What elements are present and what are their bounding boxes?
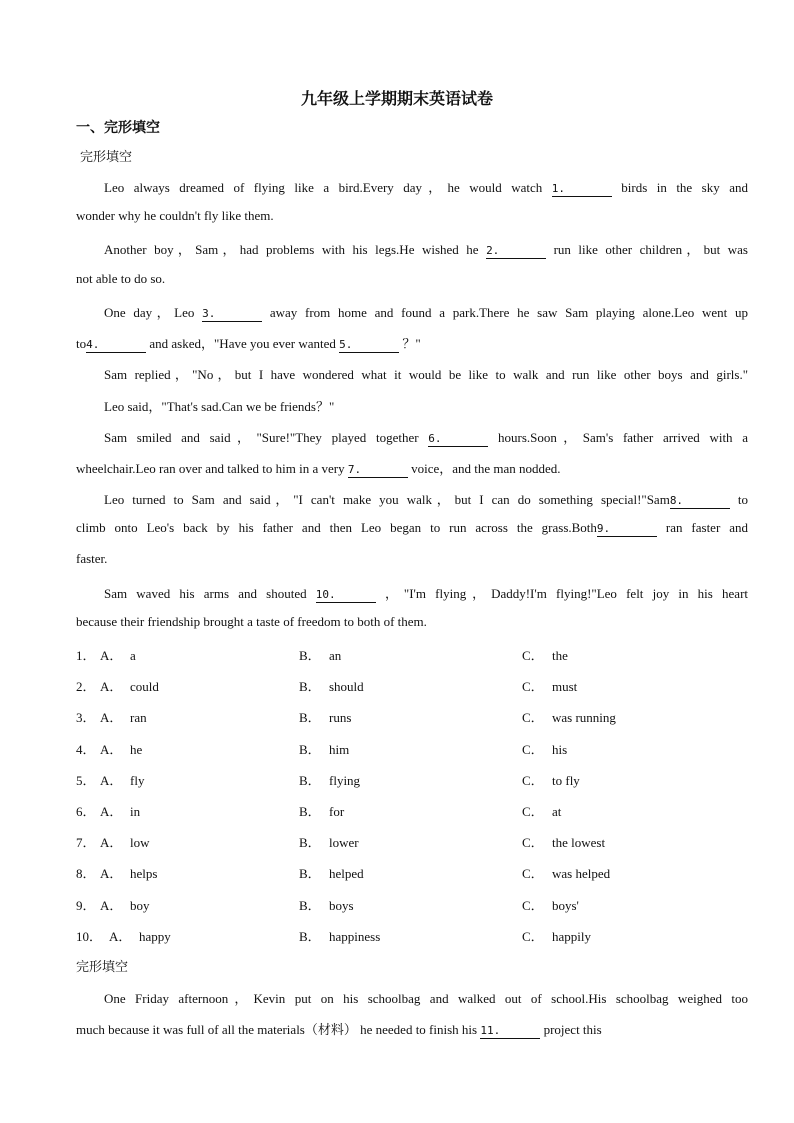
section-heading: 一、完形填空 [76, 120, 160, 136]
option-b[interactable] [299, 645, 341, 664]
blank-6: 6. [428, 432, 488, 447]
option-letter: B． [299, 804, 321, 819]
passage-line [76, 520, 748, 537]
text: voice，and the man nodded. [411, 461, 561, 476]
passage-line: Leo said，"That's sad.Can we be friends？" [104, 399, 335, 414]
option-c[interactable] [522, 926, 591, 945]
option-text: runs [329, 710, 352, 725]
passage-line: Sam replied，"No，but I have wondered what it would be like to walk and run like other boys and girls." [104, 367, 749, 382]
option-text: boy [130, 898, 150, 913]
option-b[interactable] [299, 676, 364, 695]
option-text: an [329, 648, 342, 663]
option-b[interactable] [299, 739, 349, 758]
option-text: for [329, 804, 345, 819]
option-text: must [552, 679, 578, 694]
question-number: 6． [76, 804, 96, 819]
blank-7: 7. [348, 463, 408, 478]
blank-10: 10. [316, 588, 376, 603]
option-a[interactable] [100, 895, 150, 914]
option-letter: C． [522, 898, 544, 913]
option-text: helped [329, 866, 364, 881]
question-number: 8． [76, 866, 96, 881]
option-letter: C． [522, 710, 544, 725]
option-text: in [130, 804, 141, 819]
option-letter: C． [522, 835, 544, 850]
option-text: to fly [552, 773, 580, 788]
blank-5: 5. [339, 338, 399, 353]
option-c[interactable] [522, 801, 561, 820]
option-text: should [329, 679, 364, 694]
option-letter: C． [522, 773, 544, 788]
option-text: happiness [329, 929, 381, 944]
text: ，"I'm flying，Daddy!I'm flying!"Leo felt joy in his heart [384, 586, 749, 601]
question-number: 4． [76, 742, 96, 757]
option-c[interactable] [522, 645, 568, 664]
blank-11: 11. [480, 1024, 540, 1039]
option-a[interactable] [100, 832, 150, 851]
text: much because it was full of all the materials（材料） he needed to finish his [76, 1022, 478, 1037]
option-letter: A． [100, 679, 123, 694]
question-number: 9． [76, 898, 96, 913]
option-text: the lowest [552, 835, 606, 850]
text: Leo always dreamed of flying like a bird.Every day，he would watch [104, 180, 543, 195]
passage-line: because their friendship brought a taste of freedom to both of them. [76, 614, 427, 629]
blank-1: 1. [552, 182, 612, 197]
option-b[interactable] [299, 863, 364, 882]
passage-line [76, 333, 748, 353]
option-b[interactable] [299, 926, 380, 945]
question-number: 10． [76, 929, 103, 944]
option-text: he [130, 742, 143, 757]
text: Sam smiled and said，"Sure!"They played together [104, 430, 419, 445]
option-letter: A． [100, 804, 123, 819]
text: run like other children，but was [553, 242, 748, 257]
option-letter: A． [100, 648, 123, 663]
text: Sam waved his arms and shouted [104, 586, 307, 601]
option-a[interactable] [100, 770, 144, 789]
passage-1-label: 完形填空 [80, 150, 133, 165]
option-b[interactable] [299, 801, 344, 820]
option-letter: B． [299, 929, 321, 944]
text: One day，Leo [104, 305, 195, 320]
option-letter: B． [299, 866, 321, 881]
option-letter: A． [100, 742, 123, 757]
question-number: 7． [76, 835, 96, 850]
passage-2-label: 完形填空 [76, 960, 129, 975]
text: wheelchair.Leo ran over and talked to him in a very [76, 461, 345, 476]
option-letter: A． [100, 866, 123, 881]
option-a[interactable] [100, 739, 142, 758]
question-number: 2． [76, 679, 96, 694]
passage-line [104, 302, 748, 322]
option-letter: C． [522, 929, 544, 944]
option-text: boys [329, 898, 354, 913]
passage-line [76, 1019, 748, 1039]
option-letter: C． [522, 866, 544, 881]
option-letter: C． [522, 648, 544, 663]
option-b[interactable] [299, 895, 354, 914]
option-c[interactable] [522, 895, 579, 914]
option-letter: B． [299, 773, 321, 788]
page-title: 九年级上学期期末英语试卷 [300, 89, 493, 108]
option-letter: A． [109, 929, 132, 944]
option-c[interactable] [522, 863, 610, 882]
passage-line [76, 458, 748, 478]
text: Leo turned to Sam and said，"I can't make you walk，but I can do something special!"Sam [104, 492, 670, 507]
text: birds in the sky and [621, 180, 748, 195]
passage-line [104, 239, 748, 259]
option-text: him [329, 742, 350, 757]
option-text: a [130, 648, 136, 663]
option-b[interactable] [299, 707, 351, 726]
passage-line [104, 583, 748, 603]
option-text: the [552, 648, 568, 663]
option-text: was helped [552, 866, 611, 881]
option-text: happy [139, 929, 171, 944]
option-c[interactable] [522, 707, 616, 726]
option-b[interactable] [299, 770, 360, 789]
option-letter: B． [299, 679, 321, 694]
passage-line: not able to do so. [76, 271, 166, 286]
option-text: ran [130, 710, 147, 725]
option-b[interactable] [299, 832, 359, 851]
text: Another boy，Sam，had problems with his legs.He wished he [104, 242, 479, 257]
option-a[interactable] [100, 863, 157, 882]
passage-line [104, 427, 748, 447]
option-a[interactable] [109, 926, 171, 945]
option-text: at [552, 804, 562, 819]
question-number: 1． [76, 648, 96, 663]
blank-4: 4. [86, 338, 146, 353]
passage-line: wonder why he couldn't fly like them. [76, 208, 274, 223]
option-text: was running [552, 710, 616, 725]
option-letter: B． [299, 898, 321, 913]
option-letter: A． [100, 898, 123, 913]
blank-8: 8. [670, 494, 730, 509]
option-text: helps [130, 866, 158, 881]
passage-line: One Friday afternoon，Kevin put on his schoolbag and walked out of school.His schoolbag weighed too [104, 991, 748, 1006]
option-letter: B． [299, 835, 321, 850]
text: project this [543, 1022, 602, 1037]
option-text: happily [552, 929, 591, 944]
question-number: 5． [76, 773, 96, 788]
option-letter: C． [522, 679, 544, 694]
option-a[interactable] [100, 645, 136, 664]
question-number: 3． [76, 710, 96, 725]
option-c[interactable] [522, 739, 567, 758]
option-c[interactable] [522, 676, 577, 695]
text: away from home and found a park.There he saw Sam playing alone.Leo went up [269, 305, 749, 320]
option-c[interactable] [522, 832, 605, 851]
passage-line: faster. [76, 551, 108, 566]
text: ？" [402, 336, 421, 351]
text: to [76, 336, 87, 351]
option-c[interactable] [522, 770, 580, 789]
option-text: could [130, 679, 159, 694]
option-letter: B． [299, 742, 321, 757]
option-letter: A． [100, 773, 123, 788]
option-text: lower [329, 835, 359, 850]
option-text: boys' [552, 898, 579, 913]
option-text: flying [329, 773, 361, 788]
option-a[interactable] [100, 676, 159, 695]
blank-2: 2. [486, 244, 546, 259]
option-a[interactable] [100, 707, 147, 726]
option-text: low [130, 835, 150, 850]
option-letter: A． [100, 835, 123, 850]
option-a[interactable] [100, 801, 140, 820]
passage-line [104, 177, 748, 197]
option-text: his [552, 742, 568, 757]
option-text: fly [130, 773, 145, 788]
text: hours.Soon，Sam's father arrived with a [497, 430, 749, 445]
blank-3: 3. [202, 307, 262, 322]
option-letter: A． [100, 710, 123, 725]
option-letter: C． [522, 804, 544, 819]
option-letter: B． [299, 710, 321, 725]
text: to [737, 492, 748, 507]
option-letter: B． [299, 648, 321, 663]
blank-9: 9. [597, 522, 657, 537]
passage-line [104, 489, 748, 509]
text: and asked，"Have you ever wanted [149, 336, 336, 351]
text: climb onto Leo's back by his father and then Leo began to run across the grass.Both [76, 520, 597, 535]
option-letter: C． [522, 742, 544, 757]
text: ran faster and [665, 520, 748, 535]
